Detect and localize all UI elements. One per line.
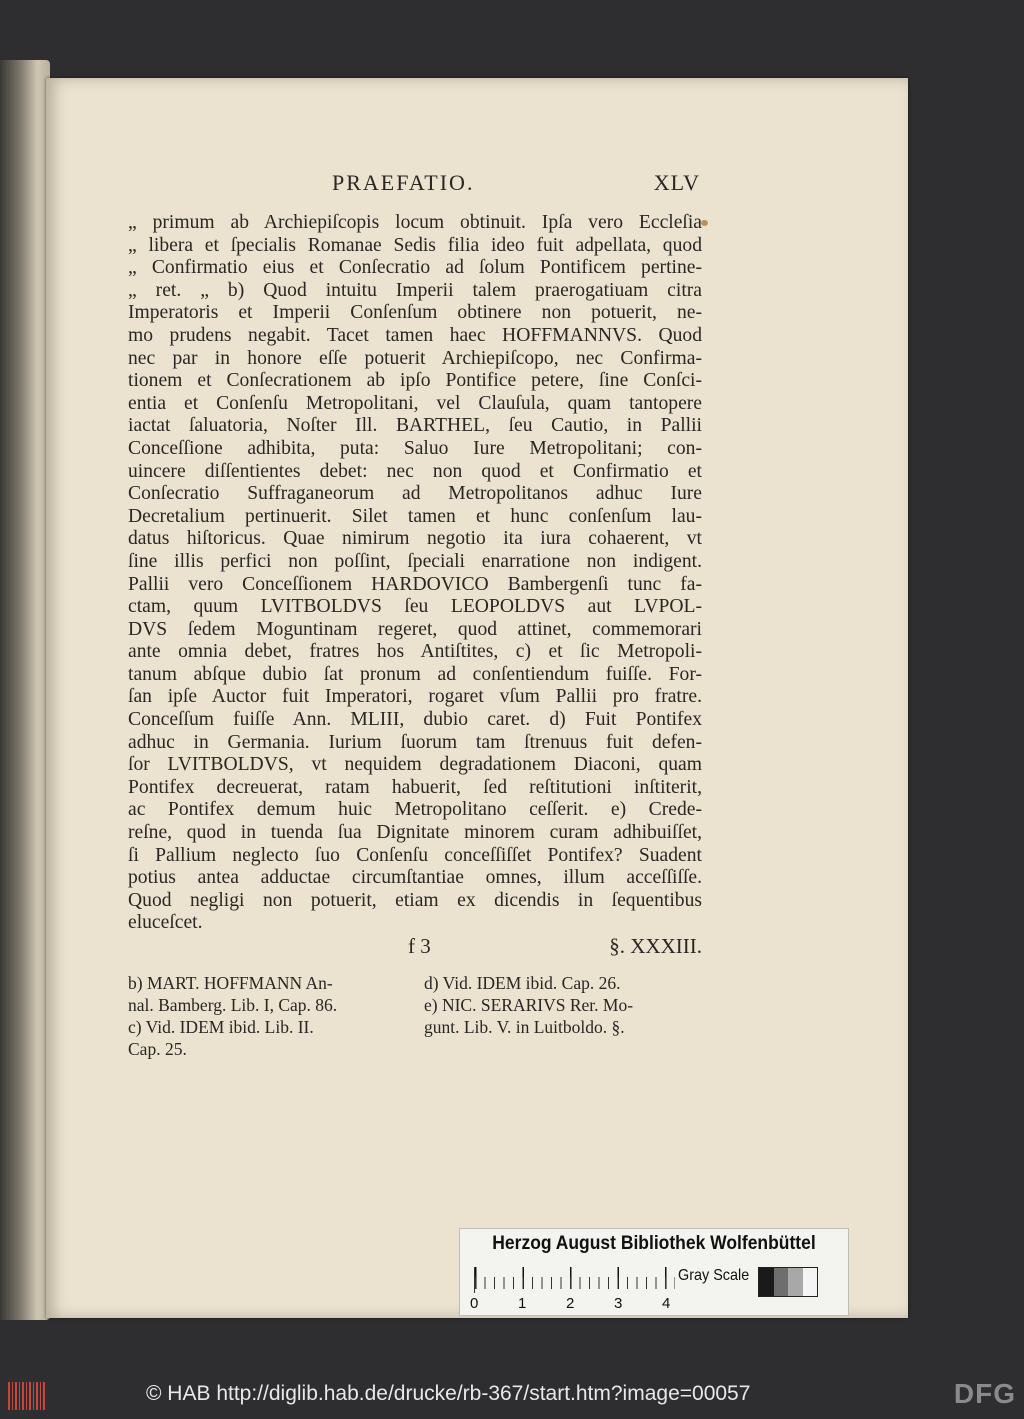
text-line: tanum abſque dubio ſat pronum ad conſentiendum fuiſſe. For- (128, 663, 702, 685)
ruler-number: 2 (566, 1295, 575, 1312)
text-line: datus hiſtoricus. Quae nimirum negotio ita iura cohaerent, vt (128, 528, 702, 550)
ruler-number: 4 (662, 1295, 671, 1312)
text-line: „ Confirmatio eius et Conſecratio ad ſolum Pontificem pertine- (128, 257, 702, 279)
footnote (424, 972, 702, 994)
paper-stain (701, 220, 708, 226)
text-line: Pallii vero Conceſſionem HARDOVICO Bambergenſi tunc fa- (128, 573, 702, 595)
text-line: Conſecratio Suffraganeorum ad Metropolitanos adhuc Iure (128, 483, 702, 505)
running-head (128, 170, 700, 200)
gray-swatch (774, 1268, 789, 1296)
text-line: tionem et Conſecrationem ab ipſo Pontifice petere, ſine Conſci- (128, 370, 702, 392)
text-line: entia et Conſenſu Metropolitani, vel Clauſula, quam tantopere (128, 392, 702, 414)
text-line: Conceſſione adhibita, puta: Saluo Iure Metropolitani; con- (128, 437, 702, 459)
text-line: „ libera et ſpecialis Romanae Sedis filia ideo fuit adpellata, quod (128, 234, 702, 256)
text-line: ſan ipſe Auctor fuit Imperatori, rogaret vſum Pallii pro fratre. (128, 686, 702, 708)
text-line: reſne, quod in tuenda ſua Dignitate minorem curam adhibuiſſet, (128, 822, 702, 844)
ruler-number: 3 (614, 1295, 623, 1312)
footnote-line: nal. Bamberg. Lib. I, Cap. 86. (128, 995, 338, 1015)
body-text (128, 212, 702, 935)
scale-ruler (474, 1267, 675, 1293)
text-line: „ ret. „ b) Quod intuitu Imperii talem praerogatiuam citra (128, 279, 702, 301)
book-binding-edge (0, 60, 50, 1320)
footnote-line: gunt. Lib. V. in Luitboldo. §. (424, 1017, 625, 1037)
running-head-title: PRAEFATIO. (332, 170, 475, 195)
footnotes-right-column (424, 972, 702, 1038)
library-color-label (459, 1228, 849, 1316)
text-line: DVS ſedem Moguntinam regeret, quod attinet, commemorari (128, 618, 702, 640)
gray-swatch (759, 1268, 774, 1296)
footnote (128, 972, 406, 1016)
dfg-logo: DFG (953, 1378, 1016, 1409)
text-line: Conceſſum fuiſſe Ann. MLIII, dubio caret. d) Fuit Pontifex (128, 709, 702, 731)
footer-bar (0, 1372, 1024, 1419)
ruler-number: 0 (470, 1295, 479, 1312)
text-line: Imperatoris et Imperii Conſenſum obtinere non potuerit, ne- (128, 302, 702, 324)
footnote (128, 1016, 406, 1060)
text-line: Pontifex decreuerat, ratam habuerit, ſed reſtitutioni inſtiterit, (128, 776, 702, 798)
gray-scale-label: Gray Scale (678, 1267, 750, 1284)
signature-row (128, 934, 702, 962)
footnotes-left-column (128, 972, 406, 1060)
text-line: ac Pontifex demum huic Metropolitano ceſſerit. e) Crede- (128, 799, 702, 821)
text-line: uincere diſſentientes debet: nec non quod et Confirmatio et (128, 460, 702, 482)
copyright-url[interactable]: © HAB http://diglib.hab.de/drucke/rb-367/start.htm?image=00057 (146, 1382, 751, 1405)
footnote-line: Cap. 25. (128, 1039, 187, 1059)
text-line: mo prudens negabit. Tacet tamen haec HOFFMANNVS. Quod (128, 324, 702, 346)
footnote-line: c) Vid. IDEM ibid. Lib. II. (128, 1017, 314, 1037)
library-label-title: Herzog August Bibliothek Wolfenbüttel (492, 1233, 816, 1254)
gray-swatch (788, 1268, 803, 1296)
footnote (424, 994, 702, 1038)
text-line: nec par in honore eſſe potuerit Archiepiſcopo, nec Confirma- (128, 347, 702, 369)
next-section-catchword: §. XXXIII. (609, 934, 702, 958)
printer-signature: f 3 (408, 934, 431, 958)
text-line: adhuc in Germania. Iurium ſuorum tam ſtrenuus fuit defen- (128, 731, 702, 753)
footnote-line: e) NIC. SERARIVS Rer. Mo- (424, 995, 634, 1015)
text-line: ſine illis perfici non poſſint, ſpeciali enarratione non indigent. (128, 550, 702, 572)
text-line: ſor LVITBOLDVS, vt nequidem degradationem Diaconi, quam (128, 754, 702, 776)
footnote-line: b) MART. HOFFMANN An- (128, 973, 333, 993)
text-line: Quod negligi non potuerit, etiam ex dicendis in ſequentibus (128, 889, 702, 911)
text-line: iactat ſaluatoria, Noſter Ill. BARTHEL, ſeu Cautio, in Pallii (128, 415, 702, 437)
text-line: Decretalium pertinuerit. Silet tamen et hunc conſenſum lau- (128, 505, 702, 527)
page-number: XLV (653, 170, 700, 195)
ruler-numbers (470, 1295, 690, 1313)
barcode-icon (8, 1382, 46, 1410)
text-line: potius antea adductae circumſtantiae omnes, illum acceſſiſſe. (128, 867, 702, 889)
text-line: ctam, quum LVITBOLDVS ſeu LEOPOLDVS aut LVPOL- (128, 596, 702, 618)
text-line: eluceſcet. (128, 912, 203, 934)
text-line: ſi Pallium neglecto ſuo Conſenſu conceſſiſſet Pontifex? Suadent (128, 844, 702, 866)
ruler-number: 1 (518, 1295, 527, 1312)
gray-scale-swatches (758, 1267, 818, 1297)
footnote-line: d) Vid. IDEM ibid. Cap. 26. (424, 973, 621, 993)
text-line: ante omnia debet, fratres hos Antiſtites, c) et ſic Metropoli- (128, 641, 702, 663)
gray-swatch (803, 1268, 818, 1296)
text-line: „ primum ab Archiepiſcopis locum obtinuit. Ipſa vero Eccleſia (128, 212, 702, 233)
